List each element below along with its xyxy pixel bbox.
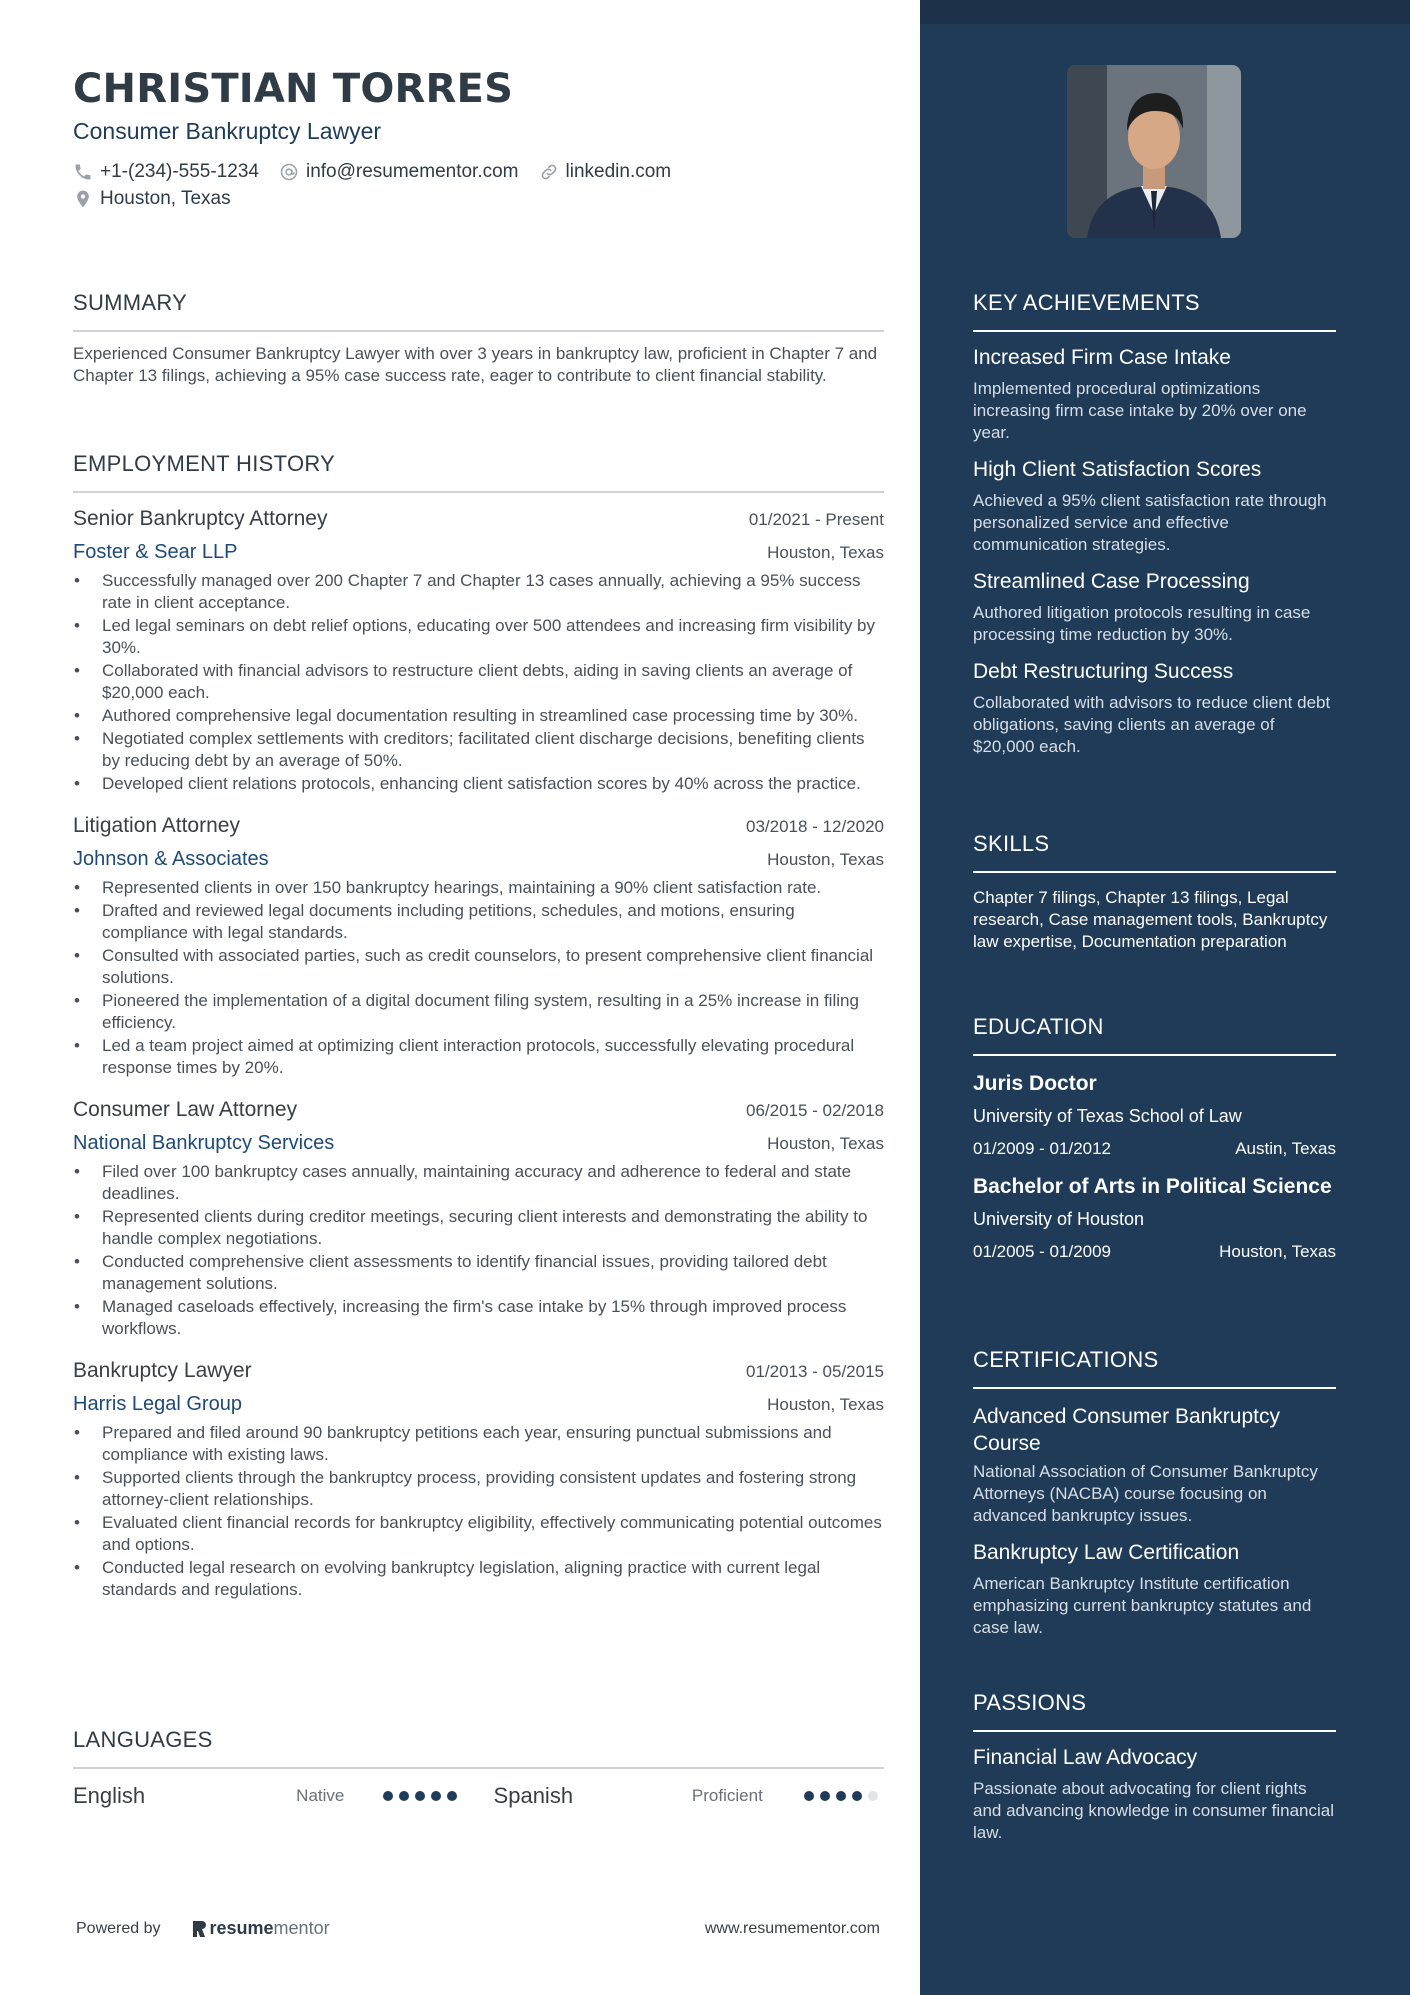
employment-heading: EMPLOYMENT HISTORY — [73, 451, 884, 493]
languages-section — [73, 1727, 884, 1809]
job-title: Consumer Law Attorney — [73, 1098, 298, 1121]
bullet-item: • Evaluated client financial records for bankruptcy eligibility, effectively communicating potential outcomes and options. — [73, 1512, 884, 1556]
language-rating — [383, 1791, 493, 1801]
rating-dot-filled — [852, 1791, 862, 1801]
bullet-item: • Collaborated with financial advisors to restructure client debts, aiding in saving clients an average of $20,000 each. — [73, 660, 884, 704]
achievement-item — [973, 570, 1336, 646]
profile-photo — [1067, 65, 1241, 238]
summary-section — [73, 290, 884, 387]
skills-section — [973, 831, 1336, 953]
education-location: Houston, Texas — [1219, 1242, 1336, 1261]
company-name: Foster & Sear LLP — [73, 541, 238, 563]
achievements-section — [973, 290, 1336, 758]
certifications-section — [973, 1347, 1336, 1639]
achievement-item — [973, 660, 1336, 758]
footer-website-link[interactable]: www.resumementor.com — [704, 1919, 880, 1937]
passions-section — [973, 1690, 1336, 1844]
bullet-item: • Authored comprehensive legal documentation resulting in streamlined case processing time by 30%. — [73, 705, 884, 727]
achievement-desc: Implemented procedural optimizations increasing firm case intake by 20% over one year. — [973, 379, 1307, 442]
logo-mark-icon — [191, 1919, 207, 1939]
job-bullets — [73, 1422, 884, 1601]
passions-heading: PASSIONS — [973, 1690, 1336, 1732]
education-item — [973, 1173, 1336, 1262]
bullet-item: • Supported clients through the bankruptcy process, providing consistent updates and fostering strong attorney-client relationships. — [73, 1467, 884, 1511]
bullet-item: • Led a team project aimed at optimizing client interaction protocols, successfully elevating procedural response times by 20%. — [73, 1035, 884, 1079]
phone-text: +1-(234)-555-1234 — [100, 161, 259, 182]
education-dates: 01/2005 - 01/2009 — [973, 1242, 1112, 1261]
rating-dot-filled — [820, 1791, 830, 1801]
passion-item — [973, 1746, 1336, 1844]
job-title: Senior Bankruptcy Attorney — [73, 507, 328, 530]
education-degree: Bachelor of Arts in Political Science — [973, 1175, 1332, 1198]
job-entry — [73, 1359, 884, 1601]
rating-dot-empty — [868, 1791, 878, 1801]
languages-row — [73, 1783, 884, 1809]
certification-title: Bankruptcy Law Certification — [973, 1541, 1240, 1564]
education-heading: EDUCATION — [973, 1014, 1336, 1056]
bullet-item: • Represented clients in over 150 bankruptcy hearings, maintaining a 90% client satisfaction rate. — [73, 877, 884, 899]
education-school: University of Texas School of Law — [973, 1106, 1242, 1126]
job-entry — [73, 507, 884, 795]
job-entry — [73, 1098, 884, 1340]
achievement-title: High Client Satisfaction Scores — [973, 458, 1262, 481]
rating-dot-filled — [836, 1791, 846, 1801]
link-icon — [539, 162, 559, 182]
language-rating — [804, 1791, 884, 1801]
job-location: Houston, Texas — [767, 543, 884, 562]
rating-dot-filled — [447, 1791, 457, 1801]
language-name: Spanish — [493, 1783, 574, 1808]
linkedin-text: linkedin.com — [565, 161, 672, 182]
contact-phone[interactable] — [73, 161, 259, 183]
bullet-item: • Filed over 100 bankruptcy cases annually, maintaining accuracy and adherence to federal and state deadlines. — [73, 1161, 884, 1205]
contact-row-location — [73, 188, 251, 210]
passion-title: Financial Law Advocacy — [973, 1746, 1198, 1769]
languages-heading: LANGUAGES — [73, 1727, 884, 1769]
passion-desc: Passionate about advocating for client rights and advancing knowledge in consumer financial law. — [973, 1779, 1335, 1842]
achievements-heading: KEY ACHIEVEMENTS — [973, 290, 1336, 332]
job-location: Houston, Texas — [767, 850, 884, 869]
at-icon — [279, 162, 299, 182]
phone-icon — [73, 162, 93, 182]
bullet-item: • Consulted with associated parties, such as credit counselors, to present comprehensive client financial solutions. — [73, 945, 884, 989]
education-item — [973, 1070, 1336, 1159]
achievement-desc: Authored litigation protocols resulting in case processing time reduction by 30%. — [973, 603, 1311, 644]
sidebar — [920, 0, 1410, 1995]
bullet-item: • Conducted legal research on evolving bankruptcy legislation, aligning practice with current legal standards and regulations. — [73, 1557, 884, 1601]
language-level: Native — [296, 1786, 345, 1805]
powered-by-text: Powered by — [76, 1919, 161, 1937]
company-name: Johnson & Associates — [73, 848, 269, 870]
language-name: English — [73, 1783, 146, 1808]
bullet-item: • Conducted comprehensive client assessments to identify financial issues, providing tailored debt management solutions. — [73, 1251, 884, 1295]
education-location: Austin, Texas — [1235, 1139, 1336, 1158]
job-title: Bankruptcy Lawyer — [73, 1359, 252, 1382]
bullet-item: • Managed caseloads effectively, increasing the firm's case intake by 15% through improved process workflows. — [73, 1296, 884, 1340]
contact-linkedin[interactable] — [539, 161, 672, 183]
certification-item — [973, 1541, 1336, 1639]
logo-text-bold: resume — [209, 1918, 274, 1938]
job-dates: 03/2018 - 12/2020 — [745, 817, 884, 836]
certification-desc: American Bankruptcy Institute certification emphasizing current bankruptcy statutes and case law. — [973, 1574, 1312, 1637]
location-pin-icon — [73, 188, 93, 210]
language-level: Proficient — [691, 1786, 763, 1805]
logo-text-light: mentor — [273, 1918, 330, 1938]
employment-section — [73, 451, 884, 1602]
rating-dot-filled — [383, 1791, 393, 1801]
rating-dot-filled — [399, 1791, 409, 1801]
certification-item — [973, 1403, 1336, 1527]
job-location: Houston, Texas — [767, 1134, 884, 1153]
email-text: info@resumementor.com — [305, 161, 519, 182]
bullet-item: • Prepared and filed around 90 bankruptcy petitions each year, ensuring punctual submissions and compliance with existing laws. — [73, 1422, 884, 1466]
bullet-item: • Pioneered the implementation of a digital document filing system, resulting in a 25% increase in filing efficiency. — [73, 990, 884, 1034]
contact-row — [73, 161, 691, 183]
summary-text: Experienced Consumer Bankruptcy Lawyer with over 3 years in bankruptcy law, proficient in Chapter 7 and Chapter 13 filings, achieving a 95% case success rate, eager to contribute to client financial stability. — [73, 344, 878, 385]
achievement-title: Streamlined Case Processing — [973, 570, 1250, 593]
job-location: Houston, Texas — [767, 1395, 884, 1414]
company-name: National Bankruptcy Services — [73, 1132, 335, 1154]
achievement-item — [973, 346, 1336, 444]
resumementor-logo[interactable] — [191, 1918, 330, 1939]
company-name: Harris Legal Group — [73, 1393, 242, 1415]
job-bullets — [73, 877, 884, 1079]
education-school: University of Houston — [973, 1209, 1145, 1229]
job-dates: 06/2015 - 02/2018 — [745, 1101, 884, 1120]
education-section — [973, 1014, 1336, 1262]
bullet-item: • Represented clients during creditor meetings, securing client interests and demonstrating the ability to handle complex negotiations. — [73, 1206, 884, 1250]
certification-title: Advanced Consumer Bankruptcy Course — [973, 1405, 1280, 1455]
powered-by — [76, 1918, 330, 1939]
job-bullets — [73, 1161, 884, 1340]
job-dates: 01/2013 - 05/2015 — [745, 1362, 884, 1381]
footer — [76, 1918, 880, 1939]
location-text: Houston, Texas — [100, 188, 231, 209]
bullet-item: • Negotiated complex settlements with creditors; facilitated client discharge decisions, benefiting clients by reducing debt by an average of 50%. — [73, 728, 884, 772]
achievement-desc: Collaborated with advisors to reduce client debt obligations, saving clients an average of $20,000 each. — [973, 693, 1331, 756]
skills-text: Chapter 7 filings, Chapter 13 filings, Legal research, Case management tools, Bankruptcy law expertise, Documentation preparation — [973, 888, 1328, 951]
job-bullets — [73, 570, 884, 795]
rating-dot-filled — [804, 1791, 814, 1801]
sidebar-top-bar — [920, 0, 1410, 24]
job-title: Litigation Attorney — [73, 814, 240, 837]
contact-location — [73, 188, 231, 210]
job-dates: 01/2021 - Present — [748, 510, 884, 529]
certifications-heading: CERTIFICATIONS — [973, 1347, 1336, 1389]
achievement-title: Debt Restructuring Success — [973, 660, 1234, 683]
job-title-headline: Consumer Bankruptcy Lawyer — [73, 118, 382, 144]
profile-photo-portrait — [1067, 65, 1241, 238]
skills-heading: SKILLS — [973, 831, 1336, 873]
rating-dot-filled — [415, 1791, 425, 1801]
job-entry — [73, 814, 884, 1079]
bullet-item: • Drafted and reviewed legal documents including petitions, schedules, and motions, ensuring compliance with legal standards. — [73, 900, 884, 944]
contact-email[interactable] — [279, 161, 519, 183]
achievement-item — [973, 458, 1336, 556]
certification-desc: National Association of Consumer Bankruptcy Attorneys (NACBA) course focusing on advanced bankruptcy issues. — [973, 1462, 1318, 1525]
achievement-desc: Achieved a 95% client satisfaction rate through personalized service and effective communication strategies. — [973, 491, 1327, 554]
candidate-name: CHRISTIAN TORRES — [73, 66, 514, 112]
bullet-item: • Successfully managed over 200 Chapter 7 and Chapter 13 cases annually, achieving a 95% success rate in client acceptance. — [73, 570, 884, 614]
bullet-item: • Led legal seminars on debt relief options, educating over 500 attendees and increasing firm visibility by 30%. — [73, 615, 884, 659]
achievement-title: Increased Firm Case Intake — [973, 346, 1231, 369]
bullet-item: • Developed client relations protocols, enhancing client satisfaction scores by 40% across the practice. — [73, 773, 884, 795]
rating-dot-filled — [431, 1791, 441, 1801]
summary-heading: SUMMARY — [73, 290, 884, 332]
education-degree: Juris Doctor — [973, 1072, 1097, 1095]
education-dates: 01/2009 - 01/2012 — [973, 1139, 1112, 1158]
